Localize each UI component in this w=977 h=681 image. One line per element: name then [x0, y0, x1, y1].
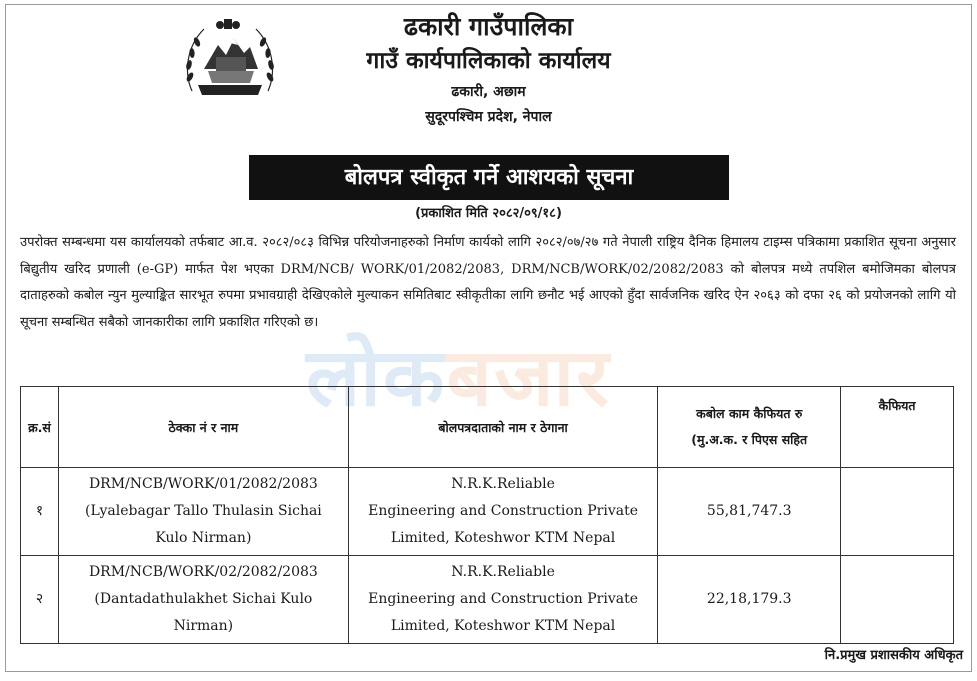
row-sn: २: [21, 556, 59, 644]
row-remarks: [841, 556, 954, 644]
watermark-part-2: बजार: [446, 331, 611, 424]
contract-number: DRM/NCB/WORK/01/2082/2083: [88, 476, 318, 492]
row-sn: १: [21, 468, 59, 556]
header-amount-line-1: कबोल काम कैफियत रु: [696, 406, 803, 421]
bidder-line-2: Engineering and Construction Private: [368, 503, 639, 519]
row-contract: [58, 468, 348, 556]
bidder-line-2: Engineering and Construction Private: [368, 591, 639, 607]
notice-page: [5, 4, 972, 672]
contract-name-line-1: (Dantadathulakhet Sichai Kulo: [94, 591, 313, 607]
row-amount: 22,18,179.3: [658, 556, 841, 644]
municipality-name: ढकारी गाउँपालिका: [403, 12, 574, 41]
bidder-line-3: Limited, Koteshwor KTM Nepal: [390, 530, 616, 546]
contract-name-line-2: Nirman): [173, 618, 234, 634]
table-row: [21, 468, 954, 556]
header-contract: ठेक्का नं र नाम: [58, 387, 348, 468]
table-header-row: [21, 387, 954, 468]
header-sn: क्र.सं: [21, 387, 59, 468]
notice-title: बोलपत्र स्वीकृत गर्ने आशयको सूचना: [249, 155, 729, 200]
bid-table: [20, 386, 954, 644]
published-date: (प्रकाशित मिति २०८२/०९/१८): [415, 206, 562, 221]
header-amount: [658, 387, 841, 468]
row-bidder: [348, 556, 658, 644]
bidder-line-1: N.R.K.Reliable: [451, 476, 555, 492]
row-contract: [58, 556, 348, 644]
row-remarks: [841, 468, 954, 556]
office-name: गाउँ कार्यपालिकाको कार्यालय: [366, 48, 611, 74]
bidder-line-3: Limited, Koteshwor KTM Nepal: [390, 618, 616, 634]
contract-name-line-1: (Lyalebagar Tallo Thulasin Sichai: [84, 503, 322, 519]
letterhead: [6, 11, 971, 129]
contract-number: DRM/NCB/WORK/02/2082/2083: [88, 564, 318, 580]
header-amount-line-2: (मु.अ.क. र पिएस सहित: [691, 432, 808, 447]
watermark-part-1: लोक: [306, 331, 447, 424]
office-location: ढकारी, अछाम: [451, 84, 526, 100]
table-row: [21, 556, 954, 644]
bidder-line-1: N.R.K.Reliable: [451, 564, 555, 580]
header-remarks: कैफियत: [841, 387, 954, 468]
row-amount: 55,81,747.3: [658, 468, 841, 556]
row-bidder: [348, 468, 658, 556]
notice-body: उपरोक्त सम्बन्धमा यस कार्यालयको तर्फबाट आ.व. २०८२/०८३ विभिन्न परियोजनाहरुको निर्माण कार्यको लागि २०८२/०७/२७ गते नेपाली राष्ट्रिय दैनिक हिमालय टाइम्स पत्रिकामा प्रकाशित सूचना अनुसार बिद्युतीय खरिद प्रणाली (e-GP) मार्फत पेश भएका DRM/NCB/ WORK/01/2082/2083, DRM/NCB/WORK/02/2082/2083 को बोलपत्र मध्ये तपशिल बमोजिमका बोलपत्र दाताहरुको कबोल न्युन मुल्याङ्कित सारभूत रुपमा प्रभावग्राही देखिएकोले मुल्याकन समितिबाट स्वीकृतीका लागि छनौट भई आएको हुँदा सार्वजनिक खरिद ऐन २०६३ को दफा २६ को प्रयोजनको लागि यो सूचना सम्बन्धित सबैको जानकारीका लागि प्रकाशित गरिएको छ।: [20, 235, 956, 330]
header-bidder: बोलपत्रदाताको नाम र ठेगाना: [348, 387, 658, 468]
signatory-title: नि.प्रमुख प्रशासकीय अधिकृत: [824, 648, 963, 663]
contract-name-line-2: Kulo Nirman): [155, 530, 252, 546]
office-province: सुदूरपश्चिम प्रदेश, नेपाल: [425, 109, 552, 125]
